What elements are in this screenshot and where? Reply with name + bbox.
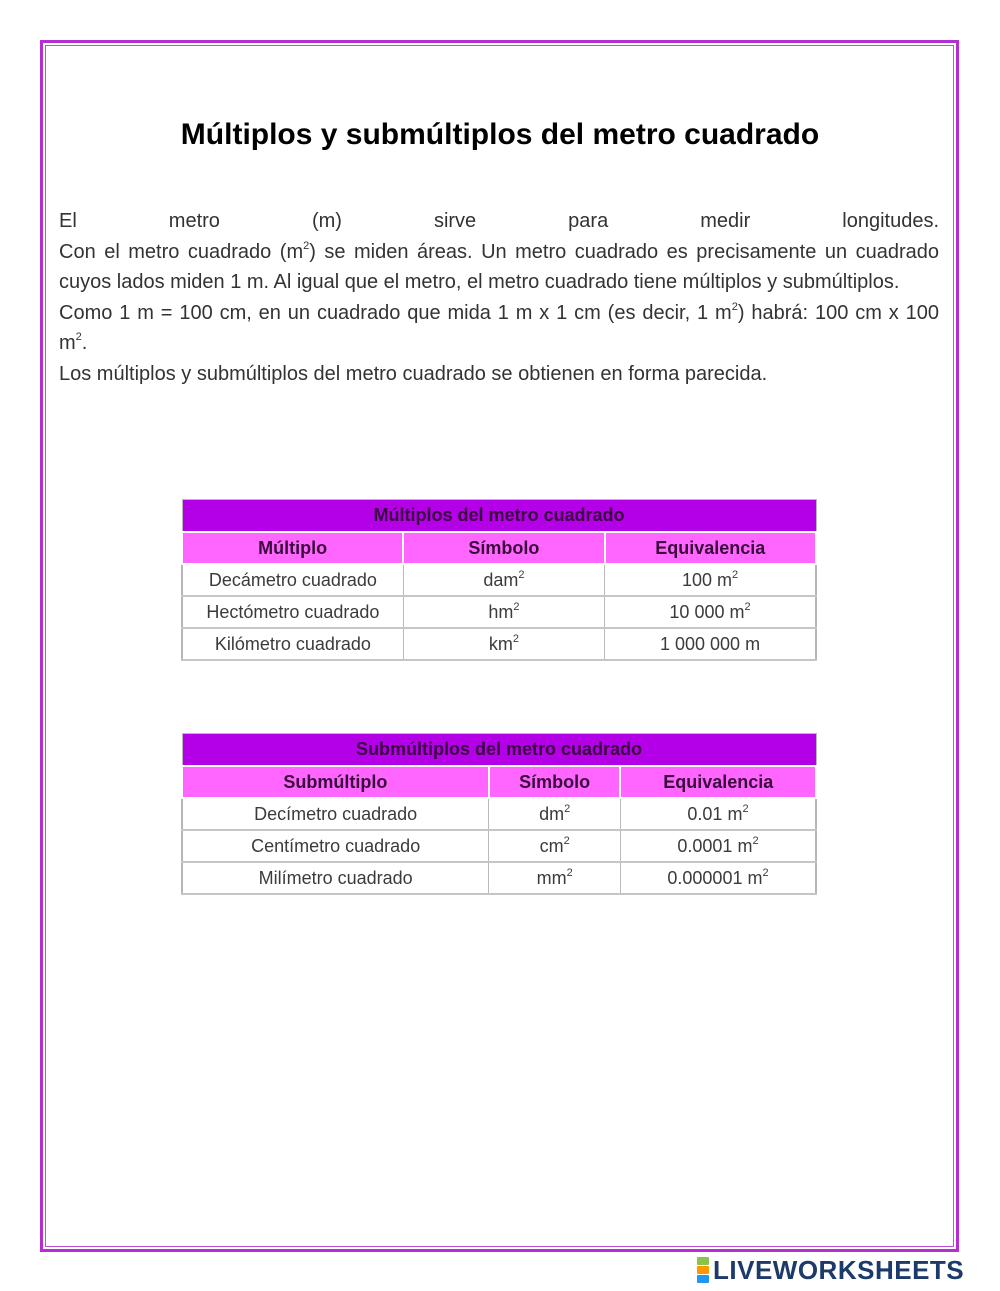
unit-equivalence: 10 000 $m^2$ <box>605 596 816 628</box>
submultiples-table <box>181 733 817 895</box>
column-header-submultiple: Submúltiplo <box>182 766 489 798</box>
unit-name: Decímetro cuadrado <box>182 798 489 830</box>
unit-equivalence: 0.01 $m^2$ <box>620 798 816 830</box>
table-row <box>182 564 816 596</box>
table-row <box>182 830 816 862</box>
column-header-multiple: Múltiplo <box>182 532 403 564</box>
unit-symbol: $km^2$ <box>403 628 604 660</box>
unit-name: Kilómetro cuadrado <box>182 628 403 660</box>
page-title: Múltiplos y submúltiplos del metro cuadrado <box>180 118 820 151</box>
table-row <box>182 862 816 894</box>
unit-equivalence: 0.0001 $m^2$ <box>620 830 816 862</box>
liveworksheets-logo[interactable] <box>697 1254 965 1285</box>
intro-paragraph-4: Los múltiplos y submúltiplos del metro cuadrado se obtienen en forma parecida. <box>59 362 768 385</box>
unit-name: Centímetro cuadrado <box>182 830 489 862</box>
logo-block-blue <box>697 1275 709 1283</box>
column-header-equivalence: Equivalencia <box>605 532 816 564</box>
unit-equivalence: 100 $m^2$ <box>605 564 816 596</box>
table-row <box>182 798 816 830</box>
liveworksheets-mark-icon <box>697 1257 709 1283</box>
unit-symbol: $hm^2$ <box>403 596 604 628</box>
intro-line-1: El metro (m) sirve para medir longitudes. <box>59 210 939 232</box>
intro-paragraph-2: Con el metro cuadrado $(m^2)$ se miden áreas. Un metro cuadrado es precisamente un cuadrado cuyos lados miden 1 m. Al igual que el metro, el metro cuadrado tiene múltiplos y submúltiplos. <box>59 239 939 293</box>
intro-text <box>59 206 939 389</box>
unit-symbol: $mm^2$ <box>489 862 621 894</box>
submultiples-table-caption: Submúltiplos del metro cuadrado <box>182 734 816 767</box>
unit-name: Milímetro cuadrado <box>182 862 489 894</box>
multiples-table-caption: Múltiplos del metro cuadrado <box>182 500 816 533</box>
unit-symbol: $dm^2$ <box>489 798 621 830</box>
multiples-table <box>181 499 817 661</box>
logo-text: LIVEWORKSHEETS <box>713 1254 965 1285</box>
logo-block-green <box>697 1257 709 1265</box>
column-header-equivalence: Equivalencia <box>620 766 816 798</box>
logo-block-orange <box>697 1266 709 1274</box>
column-header-symbol: Símbolo <box>489 766 621 798</box>
unit-symbol: dam$^2$ <box>403 564 604 596</box>
unit-name: Decámetro cuadrado <box>182 564 403 596</box>
unit-name: Hectómetro cuadrado <box>182 596 403 628</box>
table-row <box>182 596 816 628</box>
column-header-symbol: Símbolo <box>403 532 604 564</box>
table-row <box>182 628 816 660</box>
intro-paragraph-3: Como 1 m = 100 cm, en un cuadrado que mida 1 m x 1 cm (es decir, 1 $m^2$) habrá: 100 cm x 100 $m^2$. <box>59 300 939 354</box>
unit-equivalence: 0.000001 $m^2$ <box>620 862 816 894</box>
unit-symbol: $cm^2$ <box>489 830 621 862</box>
unit-equivalence: 1 000 000 m <box>605 628 816 660</box>
